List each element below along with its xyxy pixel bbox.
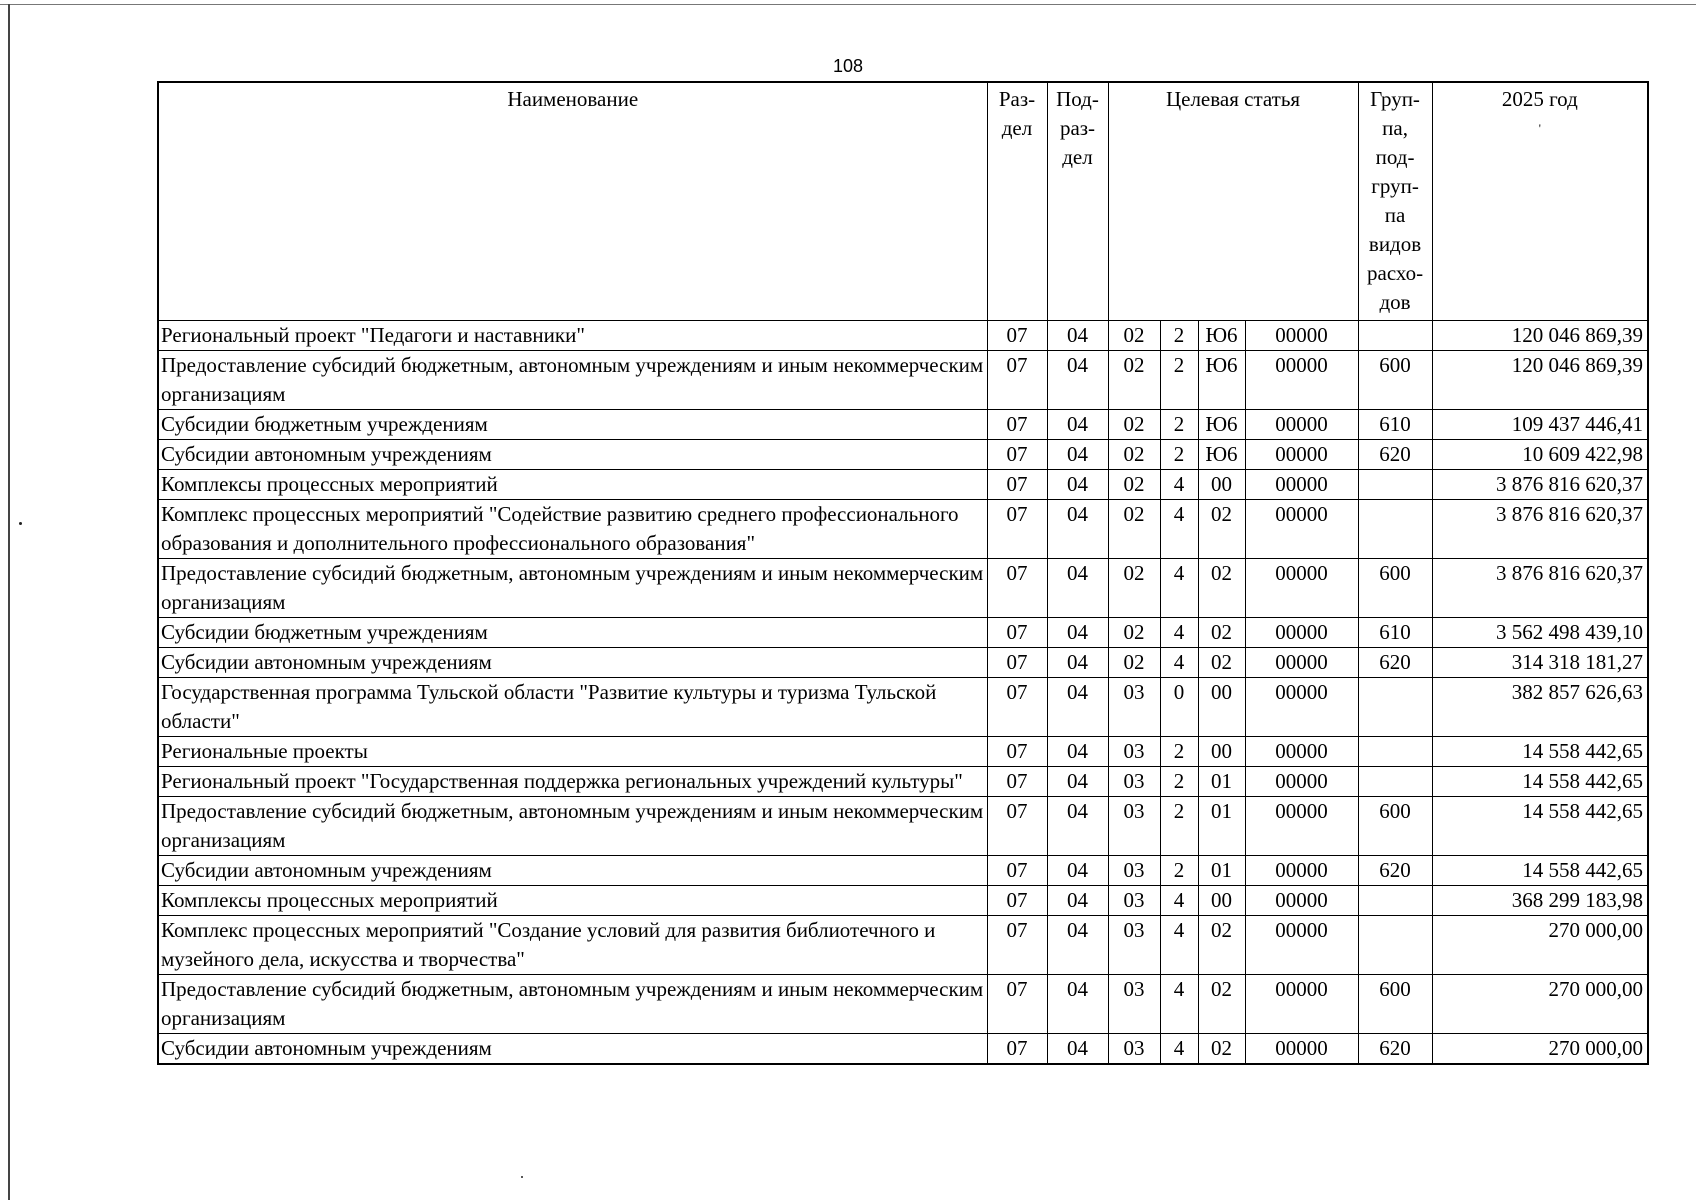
cell-target-program: 03 xyxy=(1108,766,1160,796)
table-body xyxy=(158,320,1648,1064)
cell-expense-group xyxy=(1358,499,1432,558)
table-row xyxy=(158,439,1648,469)
cell-target-element: 00 xyxy=(1198,885,1245,915)
cell-podrazdel: 04 xyxy=(1047,647,1108,677)
cell-target-element: 01 xyxy=(1198,855,1245,885)
cell-razdel: 07 xyxy=(987,1033,1047,1064)
cell-expense-group xyxy=(1358,915,1432,974)
cell-target-element: 01 xyxy=(1198,796,1245,855)
cell-target-element: Ю6 xyxy=(1198,409,1245,439)
table-row xyxy=(158,617,1648,647)
cell-target-element: 02 xyxy=(1198,915,1245,974)
cell-expense-group: 620 xyxy=(1358,647,1432,677)
cell-name: Государственная программа Тульской области "Развитие культуры и туризма Тульской области" xyxy=(158,677,987,736)
cell-name: Субсидии автономным учреждениям xyxy=(158,1033,987,1064)
cell-target-element: 02 xyxy=(1198,617,1245,647)
cell-target-type: 4 xyxy=(1160,617,1198,647)
header-podrazdel: Под- раз- дел xyxy=(1047,82,1108,320)
cell-target-element: 01 xyxy=(1198,766,1245,796)
cell-name: Предоставление субсидий бюджетным, автономным учреждениям и иным некоммерческим организациям xyxy=(158,558,987,617)
table-header-row xyxy=(158,82,1648,320)
cell-expense-group: 600 xyxy=(1358,974,1432,1033)
cell-expense-group xyxy=(1358,885,1432,915)
scan-left-edge xyxy=(8,4,10,1200)
cell-target-direction: 00000 xyxy=(1245,766,1358,796)
cell-target-type: 4 xyxy=(1160,499,1198,558)
cell-target-direction: 00000 xyxy=(1245,350,1358,409)
table-row xyxy=(158,974,1648,1033)
cell-razdel: 07 xyxy=(987,350,1047,409)
cell-amount: 270 000,00 xyxy=(1432,974,1648,1033)
cell-podrazdel: 04 xyxy=(1047,1033,1108,1064)
cell-target-program: 02 xyxy=(1108,558,1160,617)
cell-target-program: 03 xyxy=(1108,915,1160,974)
cell-name: Комплексы процессных мероприятий xyxy=(158,469,987,499)
cell-name: Региональный проект "Государственная поддержка региональных учреждений культуры" xyxy=(158,766,987,796)
cell-expense-group xyxy=(1358,469,1432,499)
cell-expense-group: 620 xyxy=(1358,855,1432,885)
cell-target-direction: 00000 xyxy=(1245,409,1358,439)
cell-expense-group: 600 xyxy=(1358,558,1432,617)
cell-target-element: 02 xyxy=(1198,499,1245,558)
cell-expense-group: 600 xyxy=(1358,350,1432,409)
cell-razdel: 07 xyxy=(987,915,1047,974)
table-row xyxy=(158,855,1648,885)
cell-target-program: 02 xyxy=(1108,617,1160,647)
scan-speck xyxy=(521,1176,523,1178)
cell-amount: 14 558 442,65 xyxy=(1432,766,1648,796)
cell-amount: 10 609 422,98 xyxy=(1432,439,1648,469)
cell-target-type: 4 xyxy=(1160,1033,1198,1064)
cell-target-program: 03 xyxy=(1108,885,1160,915)
scan-top-edge xyxy=(0,4,1696,5)
cell-target-element: 00 xyxy=(1198,736,1245,766)
cell-target-element: Ю6 xyxy=(1198,320,1245,350)
cell-podrazdel: 04 xyxy=(1047,558,1108,617)
cell-target-element: 02 xyxy=(1198,558,1245,617)
cell-target-program: 02 xyxy=(1108,469,1160,499)
cell-expense-group: 610 xyxy=(1358,617,1432,647)
cell-target-direction: 00000 xyxy=(1245,617,1358,647)
cell-razdel: 07 xyxy=(987,499,1047,558)
cell-razdel: 07 xyxy=(987,558,1047,617)
cell-target-direction: 00000 xyxy=(1245,885,1358,915)
cell-amount: 314 318 181,27 xyxy=(1432,647,1648,677)
table-row xyxy=(158,1033,1648,1064)
scan-speck xyxy=(19,522,22,525)
table-row xyxy=(158,736,1648,766)
cell-name: Субсидии бюджетным учреждениям xyxy=(158,409,987,439)
budget-table xyxy=(157,81,1649,1065)
cell-razdel: 07 xyxy=(987,796,1047,855)
cell-razdel: 07 xyxy=(987,974,1047,1033)
cell-name: Субсидии автономным учреждениям xyxy=(158,647,987,677)
cell-amount: 3 876 816 620,37 xyxy=(1432,499,1648,558)
cell-name: Субсидии автономным учреждениям xyxy=(158,855,987,885)
table-row xyxy=(158,677,1648,736)
cell-target-program: 02 xyxy=(1108,439,1160,469)
cell-target-type: 0 xyxy=(1160,677,1198,736)
table-row xyxy=(158,469,1648,499)
cell-target-program: 03 xyxy=(1108,796,1160,855)
cell-target-direction: 00000 xyxy=(1245,499,1358,558)
header-razdel: Раз- дел xyxy=(987,82,1047,320)
cell-target-program: 02 xyxy=(1108,499,1160,558)
table-row xyxy=(158,350,1648,409)
cell-target-type: 4 xyxy=(1160,915,1198,974)
cell-podrazdel: 04 xyxy=(1047,499,1108,558)
cell-target-type: 2 xyxy=(1160,439,1198,469)
cell-target-type: 2 xyxy=(1160,736,1198,766)
cell-target-type: 4 xyxy=(1160,469,1198,499)
header-year: 2025 год ' xyxy=(1432,82,1648,320)
cell-target-element: 00 xyxy=(1198,469,1245,499)
cell-razdel: 07 xyxy=(987,320,1047,350)
cell-expense-group: 620 xyxy=(1358,1033,1432,1064)
cell-podrazdel: 04 xyxy=(1047,439,1108,469)
cell-target-direction: 00000 xyxy=(1245,915,1358,974)
cell-podrazdel: 04 xyxy=(1047,915,1108,974)
cell-amount: 120 046 869,39 xyxy=(1432,320,1648,350)
cell-name: Предоставление субсидий бюджетным, автономным учреждениям и иным некоммерческим организациям xyxy=(158,796,987,855)
cell-target-program: 02 xyxy=(1108,409,1160,439)
cell-razdel: 07 xyxy=(987,469,1047,499)
cell-razdel: 07 xyxy=(987,736,1047,766)
table-row xyxy=(158,766,1648,796)
cell-target-type: 2 xyxy=(1160,766,1198,796)
header-year-mark: ' xyxy=(1538,121,1541,135)
cell-target-program: 03 xyxy=(1108,974,1160,1033)
cell-name: Региональные проекты xyxy=(158,736,987,766)
header-target-article: Целевая статья xyxy=(1108,82,1358,320)
cell-target-element: Ю6 xyxy=(1198,439,1245,469)
cell-target-program: 02 xyxy=(1108,320,1160,350)
table-row xyxy=(158,647,1648,677)
cell-target-type: 4 xyxy=(1160,974,1198,1033)
cell-amount: 3 876 816 620,37 xyxy=(1432,558,1648,617)
cell-name: Региональный проект "Педагоги и наставники" xyxy=(158,320,987,350)
cell-razdel: 07 xyxy=(987,439,1047,469)
cell-razdel: 07 xyxy=(987,766,1047,796)
table-row xyxy=(158,320,1648,350)
cell-podrazdel: 04 xyxy=(1047,766,1108,796)
cell-target-element: 02 xyxy=(1198,974,1245,1033)
cell-target-type: 4 xyxy=(1160,647,1198,677)
page-number: 108 xyxy=(832,56,864,76)
cell-podrazdel: 04 xyxy=(1047,736,1108,766)
cell-expense-group: 620 xyxy=(1358,439,1432,469)
cell-target-program: 03 xyxy=(1108,736,1160,766)
cell-amount: 3 876 816 620,37 xyxy=(1432,469,1648,499)
cell-amount: 14 558 442,65 xyxy=(1432,855,1648,885)
cell-podrazdel: 04 xyxy=(1047,469,1108,499)
cell-expense-group xyxy=(1358,320,1432,350)
cell-amount: 109 437 446,41 xyxy=(1432,409,1648,439)
cell-target-direction: 00000 xyxy=(1245,736,1358,766)
cell-target-type: 2 xyxy=(1160,796,1198,855)
cell-podrazdel: 04 xyxy=(1047,409,1108,439)
cell-target-direction: 00000 xyxy=(1245,439,1358,469)
cell-razdel: 07 xyxy=(987,885,1047,915)
cell-target-element: 02 xyxy=(1198,1033,1245,1064)
cell-target-element: Ю6 xyxy=(1198,350,1245,409)
cell-razdel: 07 xyxy=(987,409,1047,439)
cell-name: Комплекс процессных мероприятий "Содействие развитию среднего профессионального образования и дополнительного профессионального образования" xyxy=(158,499,987,558)
cell-target-type: 2 xyxy=(1160,855,1198,885)
cell-name: Субсидии бюджетным учреждениям xyxy=(158,617,987,647)
cell-expense-group xyxy=(1358,736,1432,766)
cell-target-direction: 00000 xyxy=(1245,855,1358,885)
cell-target-direction: 00000 xyxy=(1245,1033,1358,1064)
cell-name: Субсидии автономным учреждениям xyxy=(158,439,987,469)
cell-target-direction: 00000 xyxy=(1245,647,1358,677)
cell-podrazdel: 04 xyxy=(1047,617,1108,647)
cell-podrazdel: 04 xyxy=(1047,885,1108,915)
cell-target-element: 00 xyxy=(1198,677,1245,736)
cell-target-type: 2 xyxy=(1160,409,1198,439)
header-name: Наименование xyxy=(158,82,987,320)
cell-target-type: 2 xyxy=(1160,320,1198,350)
cell-podrazdel: 04 xyxy=(1047,855,1108,885)
cell-target-direction: 00000 xyxy=(1245,796,1358,855)
cell-podrazdel: 04 xyxy=(1047,350,1108,409)
cell-expense-group: 600 xyxy=(1358,796,1432,855)
cell-expense-group xyxy=(1358,677,1432,736)
cell-razdel: 07 xyxy=(987,677,1047,736)
cell-amount: 120 046 869,39 xyxy=(1432,350,1648,409)
cell-name: Предоставление субсидий бюджетным, автономным учреждениям и иным некоммерческим организациям xyxy=(158,974,987,1033)
cell-target-direction: 00000 xyxy=(1245,320,1358,350)
table-row xyxy=(158,915,1648,974)
cell-podrazdel: 04 xyxy=(1047,796,1108,855)
cell-podrazdel: 04 xyxy=(1047,320,1108,350)
cell-target-program: 03 xyxy=(1108,855,1160,885)
cell-target-direction: 00000 xyxy=(1245,558,1358,617)
header-expense-group: Груп- па, под- груп- па видов расхо- дов xyxy=(1358,82,1432,320)
cell-expense-group xyxy=(1358,766,1432,796)
cell-amount: 14 558 442,65 xyxy=(1432,796,1648,855)
cell-amount: 270 000,00 xyxy=(1432,1033,1648,1064)
cell-name: Комплексы процессных мероприятий xyxy=(158,885,987,915)
cell-podrazdel: 04 xyxy=(1047,974,1108,1033)
cell-target-program: 02 xyxy=(1108,647,1160,677)
cell-target-direction: 00000 xyxy=(1245,677,1358,736)
cell-name: Предоставление субсидий бюджетным, автономным учреждениям и иным некоммерческим организациям xyxy=(158,350,987,409)
cell-target-program: 03 xyxy=(1108,1033,1160,1064)
cell-razdel: 07 xyxy=(987,617,1047,647)
cell-amount: 382 857 626,63 xyxy=(1432,677,1648,736)
cell-expense-group: 610 xyxy=(1358,409,1432,439)
table-row xyxy=(158,558,1648,617)
cell-amount: 368 299 183,98 xyxy=(1432,885,1648,915)
table-row xyxy=(158,409,1648,439)
cell-amount: 14 558 442,65 xyxy=(1432,736,1648,766)
table-row xyxy=(158,885,1648,915)
cell-target-type: 4 xyxy=(1160,885,1198,915)
cell-target-program: 03 xyxy=(1108,677,1160,736)
cell-name: Комплекс процессных мероприятий "Создание условий для развития библиотечного и музейного дела, искусства и творчества" xyxy=(158,915,987,974)
cell-target-type: 2 xyxy=(1160,350,1198,409)
table-row xyxy=(158,796,1648,855)
cell-target-element: 02 xyxy=(1198,647,1245,677)
cell-target-direction: 00000 xyxy=(1245,469,1358,499)
cell-amount: 3 562 498 439,10 xyxy=(1432,617,1648,647)
cell-amount: 270 000,00 xyxy=(1432,915,1648,974)
cell-podrazdel: 04 xyxy=(1047,677,1108,736)
table-row xyxy=(158,499,1648,558)
cell-target-type: 4 xyxy=(1160,558,1198,617)
cell-razdel: 07 xyxy=(987,647,1047,677)
cell-target-program: 02 xyxy=(1108,350,1160,409)
cell-razdel: 07 xyxy=(987,855,1047,885)
cell-target-direction: 00000 xyxy=(1245,974,1358,1033)
